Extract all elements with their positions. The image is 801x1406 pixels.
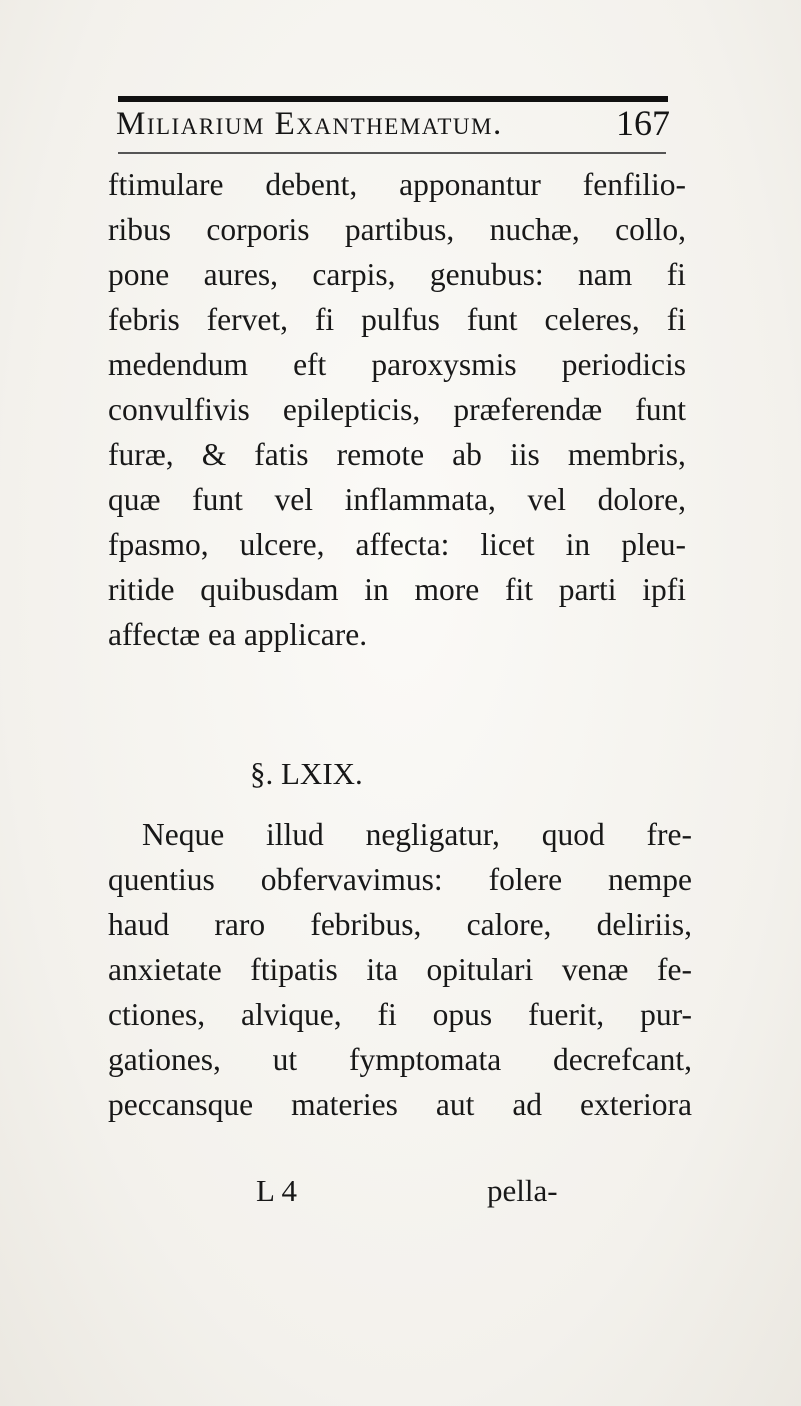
- catchword: pella-: [487, 1173, 558, 1208]
- text-line: quentius obfervavimus: folere nempe: [108, 862, 692, 897]
- page-number: 167: [616, 103, 670, 143]
- text-line: affectæ ea applicare.: [108, 617, 368, 652]
- text-line: furæ, & fatis remote ab iis membris,: [108, 437, 686, 472]
- text-line: ribus corporis partibus, nuchæ, collo,: [108, 212, 686, 247]
- header-underline: [118, 152, 666, 154]
- text-line: febris fervet, fi pulfus funt celeres, fi: [108, 302, 686, 337]
- text-line: ctiones, alvique, fi opus fuerit, pur-: [108, 997, 692, 1032]
- text-line: ftimulare debent, apponantur fenfilio-: [108, 167, 686, 202]
- paragraph-2: [108, 812, 692, 1127]
- text-line: haud raro febribus, calore, deliriis,: [108, 907, 692, 942]
- paragraph-1: [108, 162, 686, 657]
- text-line: gationes, ut fymptomata decrefcant,: [108, 1042, 692, 1077]
- signature-mark: L 4: [256, 1173, 298, 1208]
- text-line: anxietate ftipatis ita opitulari venæ fe-: [108, 952, 692, 987]
- text-line: convulfivis epilepticis, præferendæ funt: [108, 392, 686, 427]
- text-line: peccansque materies aut ad exteriora: [108, 1087, 692, 1122]
- text-line: ritide quibusdam in more fit parti ipfi: [108, 572, 686, 607]
- text-line: Neque illud negligatur, quod fre-: [142, 817, 692, 852]
- running-head: [116, 103, 676, 152]
- text-line: quæ funt vel inflammata, vel dolore,: [108, 482, 686, 517]
- running-title: Miliarium Exanthematum.: [116, 106, 503, 142]
- text-line: medendum eft paroxysmis periodicis: [108, 347, 686, 382]
- page-footer: [0, 1173, 801, 1219]
- text-line: pone aures, carpis, genubus: nam fi: [108, 257, 686, 292]
- header-rule: [118, 96, 668, 102]
- section-heading: §. LXIX.: [250, 756, 363, 791]
- text-line: fpasmo, ulcere, affecta: licet in pleu-: [108, 527, 686, 562]
